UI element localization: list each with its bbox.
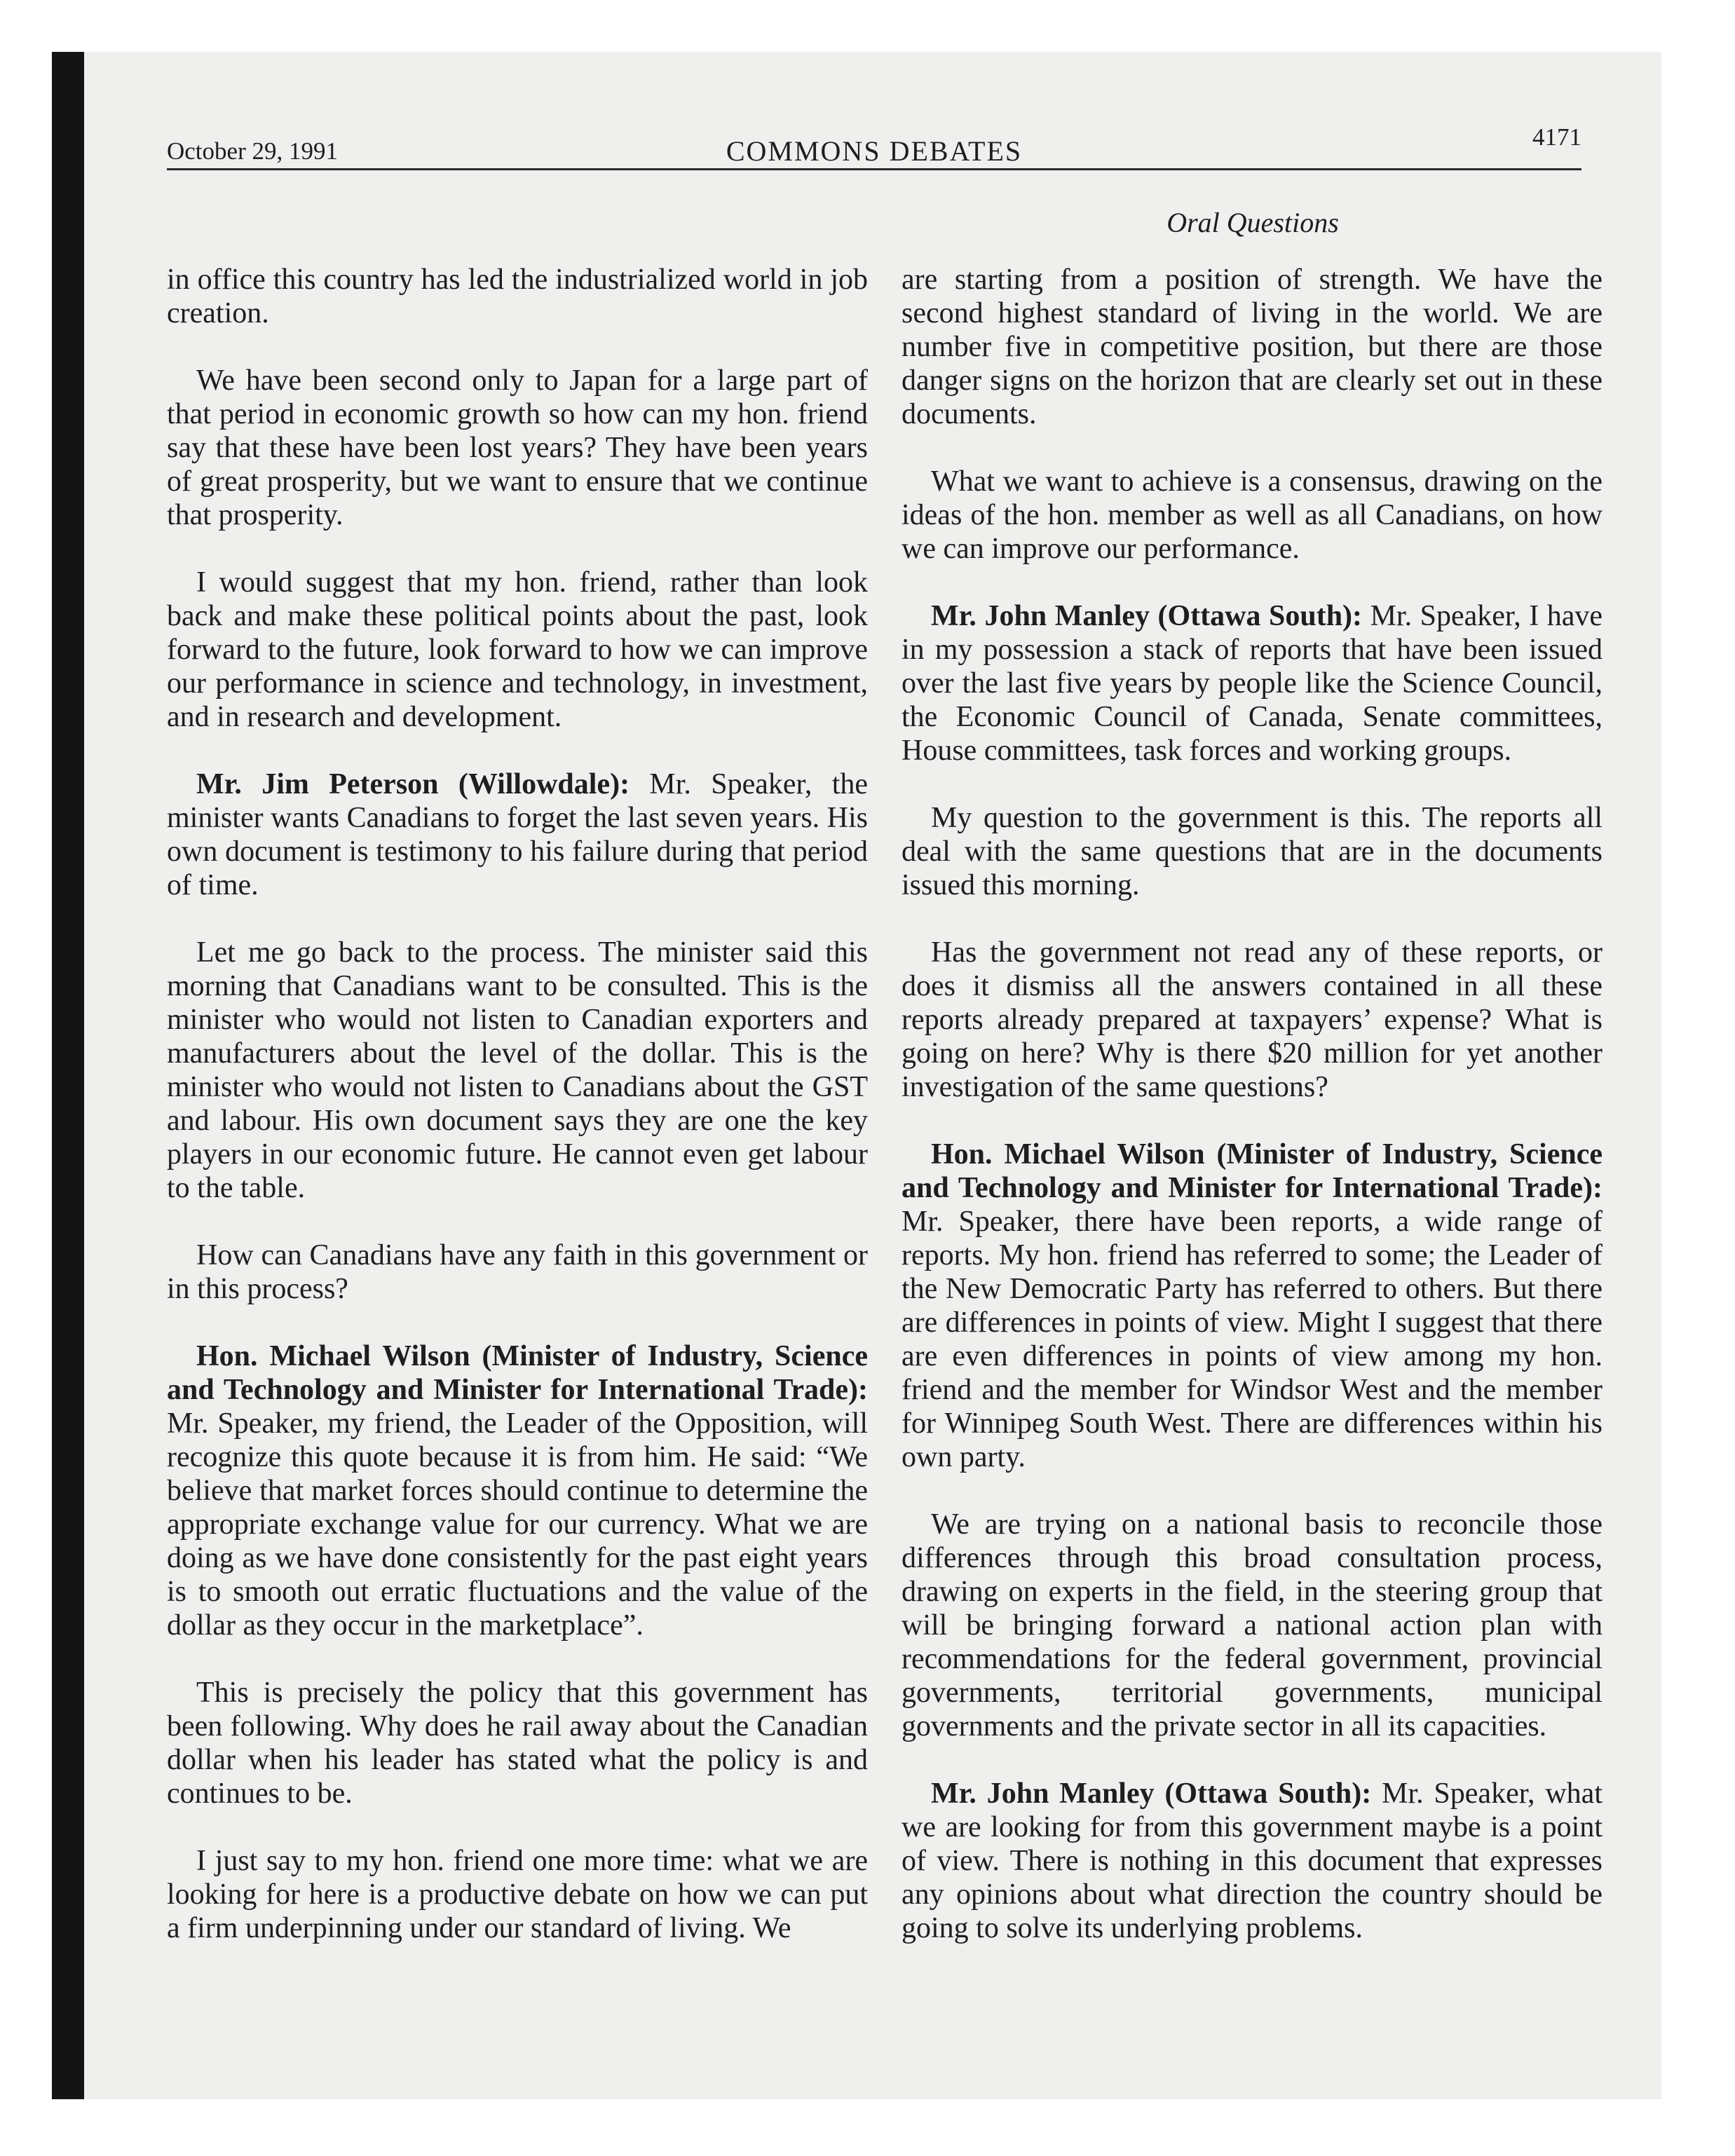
speech-paragraph: Mr. John Manley (Ottawa South): Mr. Speaker, what we are looking for from this government maybe is a point of view. There is nothing in this document that expresses any opinions about what direction the country should be going to solve its underlying problems. xyxy=(901,1778,1603,1944)
speech-paragraph: Hon. Michael Wilson (Minister of Industry, Science and Technology and Minister for International Trade): Mr. Speaker, there have been reports, a wide range of reports. My hon. friend has referred to some; the Leader of the New Democratic Party has referred to others. But there are differences in points of view. Might I suggest that there are even differences in points of view among my hon. friend and the member for Windsor West and the member for Winnipeg South West. There are differences within his own party. xyxy=(901,1138,1603,1473)
paragraph: This is precisely the policy that this government has been following. Why does he rail away about the Canadian dollar when his leader has stated what the policy is and continues to be. xyxy=(167,1677,868,1810)
running-head: Oral Questions xyxy=(1166,207,1339,238)
header-publication: COMMONS DEBATES xyxy=(726,135,1023,167)
header-date: October 29, 1991 xyxy=(167,137,338,165)
page-header xyxy=(167,119,1581,172)
left-column xyxy=(167,263,868,1979)
paragraph: are starting from a position of strength. We have the second highest standard of living in the world. We are number five in competitive position, but there are those danger signs on the horizon that are clearly set out in these documents. xyxy=(901,264,1603,430)
header-page-number: 4171 xyxy=(1532,123,1581,151)
paragraph: I would suggest that my hon. friend, rather than look back and make these political points about the past, look forward to the future, look forward to how we can improve our performance in science and technology, in investment, and in research and development. xyxy=(167,566,868,733)
right-column xyxy=(901,263,1603,1979)
speech-paragraph: Mr. Jim Peterson (Willowdale): Mr. Speaker, the minister wants Canadians to forget the last seven years. His own document is testimony to his failure during that period of time. xyxy=(167,768,869,901)
paragraph: My question to the government is this. The reports all deal with the same questions that are in the documents issued this morning. xyxy=(901,802,1603,901)
speaker-name: Mr. Jim Peterson (Willowdale): xyxy=(196,768,630,800)
speaker-name: Mr. John Manley (Ottawa South): xyxy=(931,1778,1372,1810)
header-rule xyxy=(167,168,1581,170)
binding-edge xyxy=(52,52,84,2099)
paragraph: How can Canadians have any faith in this government or in this process? xyxy=(167,1239,868,1305)
paragraph: Let me go back to the process. The minister said this morning that Canadians want to be consulted. This is the minister who would not listen to Canadian exporters and manufacturers about the level of the dollar. This is the minister who would not listen to Canadians about the GST and labour. His own document says they are one the key players in our economic future. He cannot even get labour to the table. xyxy=(167,936,868,1204)
paragraph: in office this country has led the industrialized world in job creation. xyxy=(167,264,868,329)
paragraph: What we want to achieve is a consensus, drawing on the ideas of the hon. member as well as all Canadians, on how we can improve our performance. xyxy=(901,465,1603,565)
speaker-name: Mr. John Manley (Ottawa South): xyxy=(931,600,1363,632)
speech-paragraph: Mr. John Manley (Ottawa South): Mr. Speaker, I have in my possession a stack of reports that have been issued over the last five years by people like the Science Council, the Economic Council of Canada, Senate committees, House committees, task forces and working groups. xyxy=(901,600,1603,767)
speech-paragraph: Hon. Michael Wilson (Minister of Industry, Science and Technology and Minister for International Trade): Mr. Speaker, my friend, the Leader of the Opposition, will recognize this quote because it is from him. He said: “We believe that market forces should continue to determine the appropriate exchange value for our currency. What we are doing as we have done consistently for the past eight years is to smooth out erratic fluctuations and the value of the dollar as they occur in the marketplace”. xyxy=(167,1340,868,1642)
paragraph: I just say to my hon. friend one more time: what we are looking for here is a productive debate on how we can put a firm underpinning under our standard of living. We xyxy=(167,1845,868,1944)
paragraph: We are trying on a national basis to reconcile those differences through this broad consultation process, drawing on experts in the field, in the steering group that will be bringing forward a national action plan with recommendations for the federal government, provincial governments, territorial governments, municipal governments and the private sector in all its capacities. xyxy=(901,1508,1603,1742)
speaker-name: Hon. Michael Wilson (Minister of Industry, Science and Technology and Minister for International Trade): xyxy=(901,1138,1603,1204)
paragraph: We have been second only to Japan for a large part of that period in economic growth so how can my hon. friend say that these have been lost years? They have been years of great prosperity, but we want to ensure that we continue that prosperity. xyxy=(167,364,868,531)
paragraph: Has the government not read any of these reports, or does it dismiss all the answers contained in all these reports already prepared at taxpayers’ expense? What is going on here? Why is there $20 million for yet another investigation of the same questions? xyxy=(901,936,1603,1103)
speaker-name: Hon. Michael Wilson (Minister of Industry, Science and Technology and Minister for International Trade): xyxy=(167,1340,868,1406)
